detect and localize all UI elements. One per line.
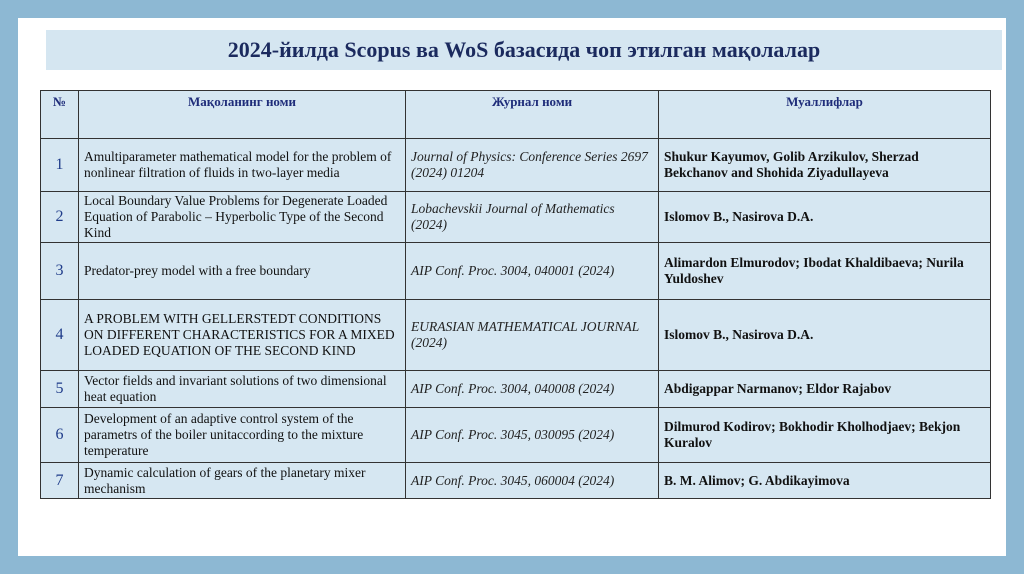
authors: Shukur Kayumov, Golib Arzikulov, Sherzad Bekchanov and Shohida Ziyadullayeva xyxy=(659,139,991,192)
journal-name: AIP Conf. Proc. 3004, 040008 (2024) xyxy=(406,371,659,408)
table-header-row xyxy=(41,91,991,139)
journal-name: EURASIAN MATHEMATICAL JOURNAL (2024) xyxy=(406,300,659,371)
header-number: № xyxy=(41,91,79,139)
article-title: Development of an adaptive control system of the parametrs of the boiler unitaccording to the mixture temperature xyxy=(79,408,406,463)
authors: Islomov B., Nasirova D.A. xyxy=(659,300,991,371)
row-number: 7 xyxy=(41,463,79,499)
article-title: Predator-prey model with a free boundary xyxy=(79,243,406,300)
row-number: 4 xyxy=(41,300,79,371)
table-row xyxy=(41,463,991,499)
row-number: 5 xyxy=(41,371,79,408)
article-title: Vector fields and invariant solutions of two dimensional heat equation xyxy=(79,371,406,408)
journal-name: AIP Conf. Proc. 3004, 040001 (2024) xyxy=(406,243,659,300)
table-row xyxy=(41,139,991,192)
row-number: 1 xyxy=(41,139,79,192)
row-number: 2 xyxy=(41,192,79,243)
article-title: Amultiparameter mathematical model for the problem of nonlinear filtration of fluids in two-layer media xyxy=(79,139,406,192)
journal-name: AIP Conf. Proc. 3045, 060004 (2024) xyxy=(406,463,659,499)
authors: Alimardon Elmurodov; Ibodat Khaldibaeva; Nurila Yuldoshev xyxy=(659,243,991,300)
article-title: A PROBLEM WITH GELLERSTEDT CONDITIONS ON DIFFERENT CHARACTERISTICS FOR A MIXED LOADED EQUATION OF THE SECOND KIND xyxy=(79,300,406,371)
authors: Abdigappar Narmanov; Eldor Rajabov xyxy=(659,371,991,408)
table-row xyxy=(41,192,991,243)
authors: B. M. Alimov; G. Abdikayimova xyxy=(659,463,991,499)
table-row xyxy=(41,243,991,300)
table-row xyxy=(41,408,991,463)
table-row xyxy=(41,371,991,408)
row-number: 6 xyxy=(41,408,79,463)
table-row xyxy=(41,300,991,371)
header-article-title: Мақоланинг номи xyxy=(79,91,406,139)
authors: Dilmurod Kodirov; Bokhodir Kholhodjaev; Bekjon Kuralov xyxy=(659,408,991,463)
header-journal: Журнал номи xyxy=(406,91,659,139)
slide-title: 2024-йилда Scopus ва WoS базасида чоп этилган мақолалар xyxy=(46,30,1002,70)
authors: Islomov B., Nasirova D.A. xyxy=(659,192,991,243)
journal-name: Journal of Physics: Conference Series 2697 (2024) 01204 xyxy=(406,139,659,192)
journal-name: Lobachevskii Journal of Mathematics (2024) xyxy=(406,192,659,243)
header-authors: Муаллифлар xyxy=(659,91,991,139)
row-number: 3 xyxy=(41,243,79,300)
publications-table xyxy=(40,90,991,499)
article-title: Dynamic calculation of gears of the planetary mixer mechanism xyxy=(79,463,406,499)
article-title: Local Boundary Value Problems for Degenerate Loaded Equation of Parabolic – Hyperbolic Type of the Second Kind xyxy=(79,192,406,243)
journal-name: AIP Conf. Proc. 3045, 030095 (2024) xyxy=(406,408,659,463)
